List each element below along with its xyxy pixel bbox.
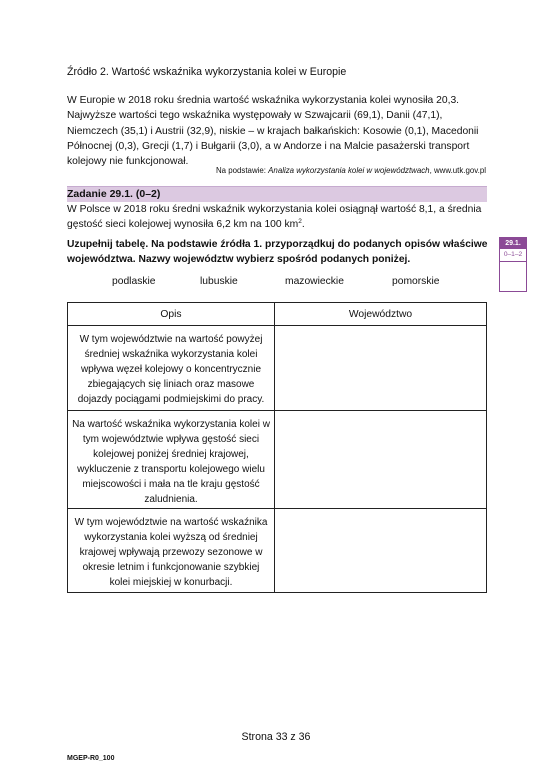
table-header-row (68, 303, 487, 326)
task-body-end: . (301, 219, 305, 231)
answer-cell[interactable] (275, 326, 487, 411)
description-cell (68, 411, 275, 509)
page-number: Strona 33 z 36 (241, 731, 311, 743)
source-note-title: Analiza wykorzystania kolei w województwach (268, 166, 430, 175)
column-header-description: Opis (68, 303, 275, 326)
score-box-task-label: 29.1. (500, 238, 526, 249)
table-row (68, 326, 487, 411)
answer-cell[interactable] (275, 508, 487, 592)
description-text: Na wartość wskaźnika wykorzystania kolei w tym województwie wpływa gęstość sieci kolejowej poniżej średniej krajowej, wykluczenie z transportu kolejowego wielu miejscowości i mała na tle kraju gęstość zaludnienia. (72, 419, 270, 506)
source-note-suffix: , www.utk.gov.pl (429, 166, 486, 175)
option-voivodeship: mazowieckie (285, 276, 344, 287)
answer-table (67, 302, 487, 593)
answer-cell[interactable] (275, 411, 487, 509)
description-cell (68, 508, 275, 592)
table-row (68, 411, 487, 509)
task-header-bar (67, 186, 487, 202)
description-cell (68, 326, 275, 411)
table-row (68, 508, 487, 592)
task-body-superscript: 2 (298, 218, 302, 226)
source-note (140, 166, 486, 175)
score-box-points: 0–1–2 (500, 249, 526, 262)
source-title: Źródło 2. Wartość wskaźnika wykorzystania kolei w Europie (67, 66, 347, 78)
option-voivodeship: pomorskie (392, 276, 440, 287)
task-instruction: Uzupełnij tabelę. Na podstawie źródła 1. przyporządkuj do podanych opisów właściwe województwa. Nazwy województw wybierz spośród podanych poniżej. (67, 239, 488, 266)
score-box (499, 237, 527, 292)
task-body-text: W Polsce w 2018 roku średni wskaźnik wykorzystania kolei osiągnął wartość 8,1, a średnia gęstość sieci kolejowej wynosiła 6,2 km na 100 km (67, 204, 482, 231)
option-voivodeship: lubuskie (200, 276, 238, 287)
source-body: W Europie w 2018 roku średnia wartość wskaźnika wykorzystania kolei wynosiła 20,3. Najwyższe wartości tego wskaźnika występowały w Szwajcarii (69,1), Danii (47,1), Niemczech (35,1) i Austrii (32,9), niskie – w krajach bałkańskich: Kosowie (0,1), Macedonii Północnej (0,3), Grecji (1,7) i Bułgarii (3,0), a w Andorze i na Malcie pasażerski transport kolejowy nie funkcjonował. (67, 95, 479, 168)
document-code: MGEP-R0_100 (67, 755, 115, 762)
description-text: W tym województwie na wartość powyżej średniej wskaźnika wykorzystania kolei wpływa węzeł kolejowy o koncentrycznie zbiegających się liniach oraz masowe dojazdy pociągami podmiejskimi do pracy. (77, 334, 265, 406)
task-title: Zadanie 29.1. (0–2) (67, 188, 161, 200)
description-text: W tym województwie na wartość wskaźnika wykorzystania kolei wyższą od średniej krajowej wpływają przewozy sezonowe w okresie letnim i funkcjonowanie szybkiej kolei miejskiej w konurbacji. (74, 516, 268, 588)
source-note-prefix: Na podstawie: (215, 166, 269, 175)
task-body (67, 202, 492, 233)
option-voivodeship: podlaskie (112, 276, 156, 287)
column-header-voivodeship: Województwo (275, 303, 487, 326)
